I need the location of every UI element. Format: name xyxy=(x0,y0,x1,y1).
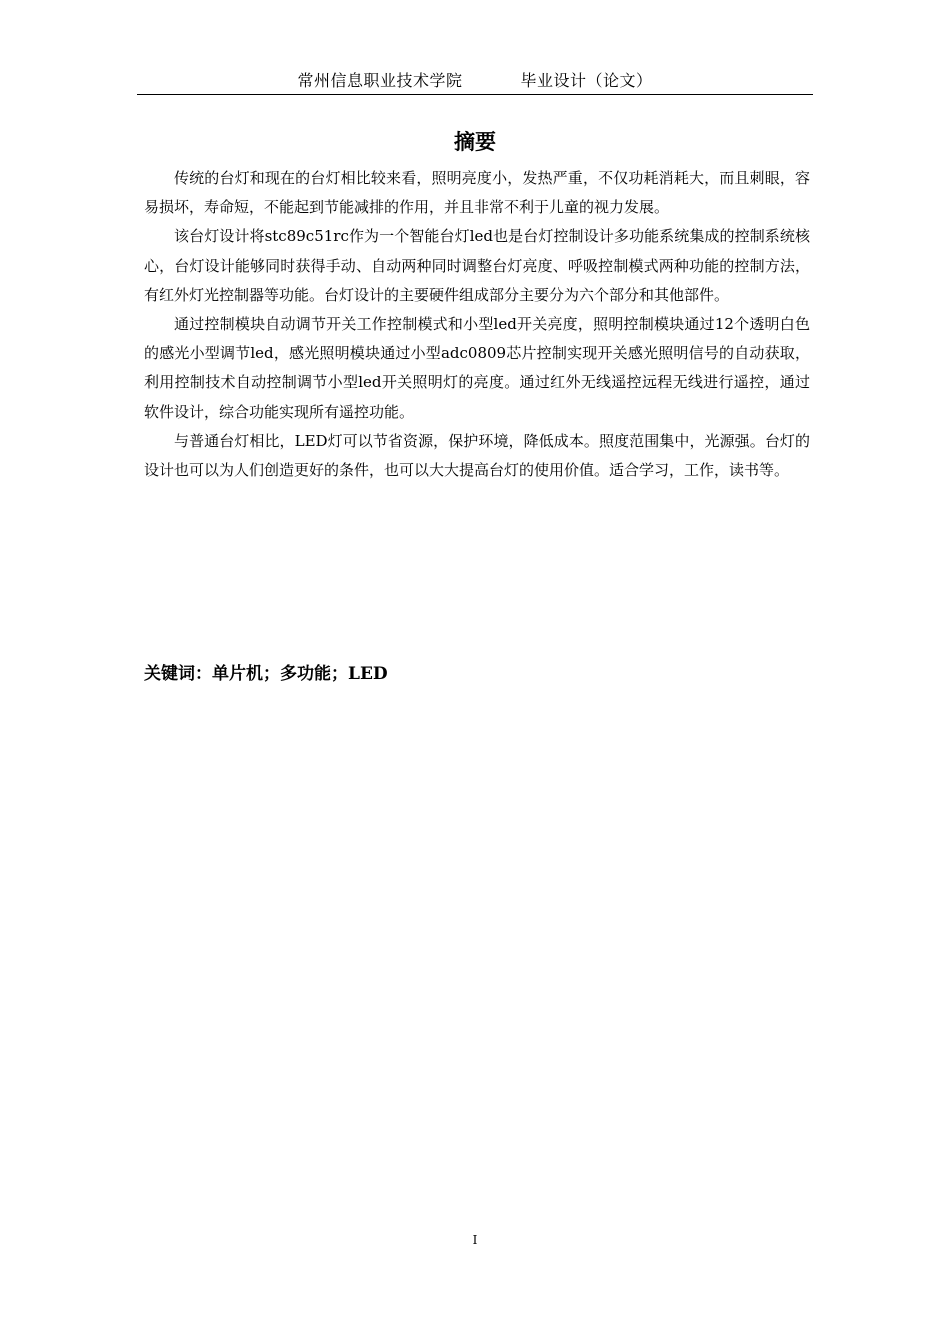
abstract-paragraph-2: 该台灯设计将stc89c51rc作为一个智能台灯led也是台灯控制设计多功能系统集成的控制系统核心，台灯设计能够同时获得手动、自动两种同时调整台灯亮度、呼吸控制模式两种功能的控制方法，有红外灯光控制器等功能。台灯设计的主要硬件组成部分主要分为六个部分和其他部件。 xyxy=(144,227,810,304)
header-doc-type: 毕业设计（论文） xyxy=(520,71,653,90)
abstract-paragraph-3: 通过控制模块自动调节开关工作控制模式和小型led开关亮度，照明控制模块通过12个透明白色的感光小型调节led，感光照明模块通过小型adc0809芯片控制实现开关感光照明信号的自动获取，利用控制技术自动控制调节小型led开关照明灯的亮度。通过红外无线遥控远程无线进行遥控，通过软件设计，综合功能实现所有遥控功能。 xyxy=(144,315,810,421)
page-number: I xyxy=(472,1233,478,1247)
abstract-body xyxy=(144,164,810,485)
abstract-paragraph-4: 与普通台灯相比，LED灯可以节省资源，保护环境，降低成本。照度范围集中，光源强。台灯的设计也可以为人们创造更好的条件，也可以大大提高台灯的使用价值。适合学习，工作，读书等。 xyxy=(144,431,810,480)
abstract-title: 摘要 xyxy=(454,130,496,154)
abstract-paragraph-1: 传统的台灯和现在的台灯相比较来看，照明亮度小，发热严重，不仅功耗消耗大，而且刺眼，容易损坏，寿命短，不能起到节能减排的作用，并且非常不利于儿童的视力发展。 xyxy=(144,169,810,217)
page-header xyxy=(137,70,813,95)
header-institution: 常州信息职业技术学院 xyxy=(297,71,463,90)
keywords-line: 关键词：单片机；多功能；LED xyxy=(144,664,388,684)
